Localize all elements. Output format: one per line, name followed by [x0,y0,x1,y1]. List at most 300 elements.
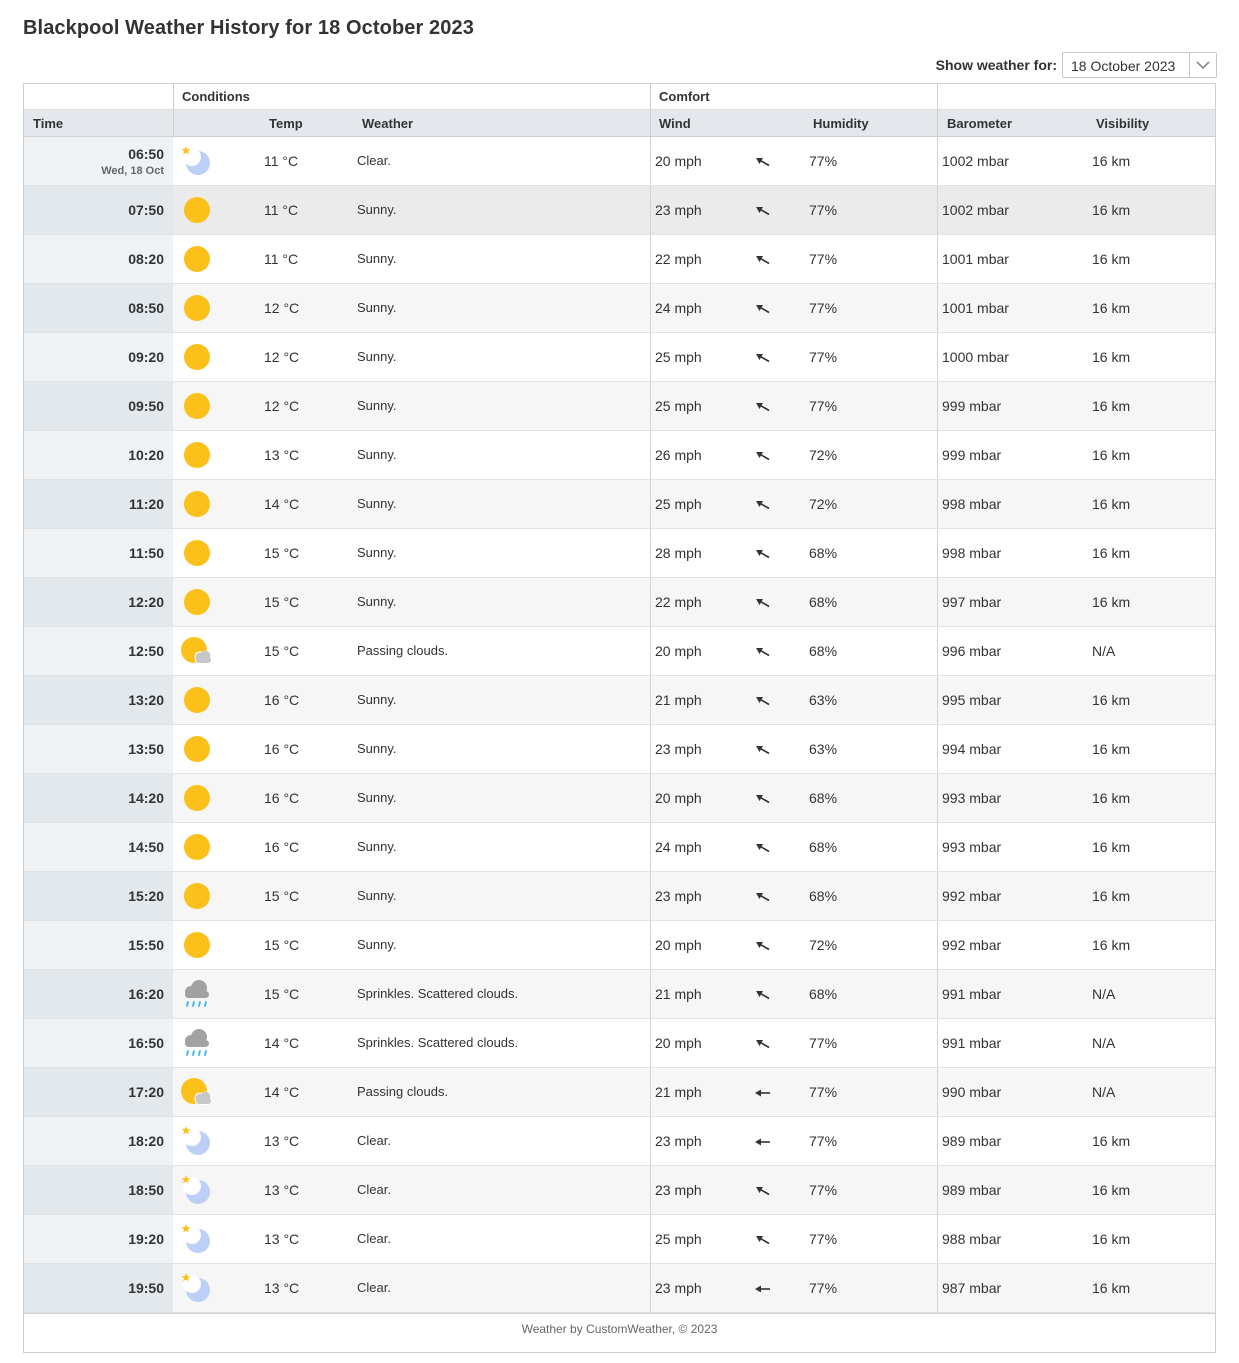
conditions-cell [173,774,650,822]
humidity-value: 77% [809,1280,838,1296]
group-header-empty-right [937,84,1215,109]
time-cell [24,284,173,332]
sunny-icon [180,734,212,764]
visibility-value: 16 km [1092,496,1131,512]
weather-value: Sunny. [357,398,397,413]
time-cell [24,1166,173,1214]
time-cell [24,480,173,528]
pressure-visibility-cell [937,284,1215,332]
group-header-conditions: Conditions [173,84,650,109]
time-cell [24,676,173,724]
table-row [24,970,1215,1019]
time-cell [24,872,173,920]
conditions-cell [173,1215,650,1263]
wind-direction-arrow-icon [755,596,771,608]
conditions-cell [173,333,650,381]
comfort-cell [650,1166,937,1214]
temp-value: 14 °C [264,1035,300,1051]
date-select-value: 18 October 2023 [1071,58,1176,74]
barometer-value: 1001 mbar [942,300,1009,316]
pressure-visibility-cell [937,1068,1215,1116]
column-header-comfort-cell [650,110,937,136]
conditions-cell [173,1117,650,1165]
table-row [24,1215,1215,1264]
humidity-value: 68% [809,790,838,806]
conditions-cell [173,578,650,626]
comfort-cell [650,186,937,234]
time-value: 08:50 [128,300,164,316]
humidity-value: 77% [809,1035,838,1051]
table-row [24,1166,1215,1215]
sunny-icon [180,881,212,911]
wind-direction-arrow-icon [755,351,771,363]
table-body [24,137,1215,1313]
weather-value: Sprinkles. Scattered clouds. [357,1035,519,1050]
pressure-visibility-cell [937,1019,1215,1067]
time-cell [24,1264,173,1312]
comfort-cell [650,529,937,577]
barometer-value: 1002 mbar [942,153,1009,169]
wind-direction-arrow-icon [755,1135,771,1147]
weather-value: Sunny. [357,888,397,903]
visibility-value: 16 km [1092,349,1131,365]
sunny-icon [180,685,212,715]
wind-direction-arrow-icon [755,1233,771,1245]
time-value: 11:20 [128,496,164,512]
barometer-value: 987 mbar [942,1280,1002,1296]
humidity-value: 77% [809,300,838,316]
conditions-cell [173,1019,650,1067]
pressure-visibility-cell [937,578,1215,626]
column-header-humidity: Humidity [813,116,869,131]
wind-value: 23 mph [655,888,702,904]
visibility-value: N/A [1092,986,1116,1002]
comfort-cell [650,480,937,528]
comfort-cell [650,431,937,479]
visibility-value: 16 km [1092,594,1131,610]
barometer-value: 996 mbar [942,643,1002,659]
comfort-cell [650,382,937,430]
humidity-value: 77% [809,1182,838,1198]
weather-value: Clear. [357,1231,391,1246]
weather-value: Sunny. [357,447,397,462]
pressure-visibility-cell [937,1117,1215,1165]
temp-value: 15 °C [264,643,300,659]
pressure-visibility-cell [937,970,1215,1018]
clear-night-icon [180,146,212,176]
comfort-cell [650,1264,937,1312]
time-value: 14:50 [128,839,164,855]
weather-value: Clear. [357,1133,391,1148]
barometer-value: 995 mbar [942,692,1002,708]
barometer-value: 990 mbar [942,1084,1002,1100]
temp-value: 12 °C [264,398,300,414]
table-row [24,333,1215,382]
barometer-value: 1000 mbar [942,349,1009,365]
comfort-cell [650,1019,937,1067]
table-row [24,137,1215,186]
time-cell [24,382,173,430]
sprinkles-icon [180,1028,212,1058]
time-cell [24,333,173,381]
humidity-value: 63% [809,741,838,757]
table-row [24,1019,1215,1068]
humidity-value: 77% [809,349,838,365]
wind-value: 24 mph [655,839,702,855]
clear-night-icon [180,1224,212,1254]
humidity-value: 72% [809,447,838,463]
visibility-value: 16 km [1092,153,1131,169]
conditions-cell [173,823,650,871]
conditions-cell [173,480,650,528]
barometer-value: 991 mbar [942,1035,1002,1051]
conditions-cell [173,235,650,283]
temp-value: 11 °C [264,251,299,267]
weather-value: Clear. [357,153,391,168]
wind-direction-arrow-icon [755,939,771,951]
temp-value: 16 °C [264,790,300,806]
visibility-value: 16 km [1092,447,1131,463]
pressure-visibility-cell [937,480,1215,528]
comfort-cell [650,137,937,185]
pressure-visibility-cell [937,725,1215,773]
table-row [24,284,1215,333]
wind-value: 20 mph [655,643,702,659]
conditions-cell [173,921,650,969]
humidity-value: 72% [809,496,838,512]
temp-value: 14 °C [264,1084,300,1100]
wind-direction-arrow-icon [755,645,771,657]
wind-value: 24 mph [655,300,702,316]
sunny-icon [180,293,212,323]
sunny-icon [180,195,212,225]
sprinkles-icon [180,979,212,1009]
wind-direction-arrow-icon [755,449,771,461]
conditions-cell [173,725,650,773]
time-value: 19:20 [128,1231,164,1247]
comfort-cell [650,921,937,969]
barometer-value: 998 mbar [942,496,1002,512]
wind-direction-arrow-icon [755,694,771,706]
wind-value: 25 mph [655,398,702,414]
weather-value: Sunny. [357,594,397,609]
time-value: 17:20 [128,1084,164,1100]
visibility-value: 16 km [1092,1133,1131,1149]
visibility-value: 16 km [1092,1280,1131,1296]
time-cell [24,774,173,822]
conditions-cell [173,970,650,1018]
time-cell [24,431,173,479]
time-cell [24,921,173,969]
temp-value: 13 °C [264,1280,300,1296]
conditions-cell [173,872,650,920]
temp-value: 13 °C [264,1182,300,1198]
wind-direction-arrow-icon [755,792,771,804]
time-value: 19:50 [128,1280,164,1296]
weather-value: Sunny. [357,741,397,756]
temp-value: 15 °C [264,937,300,953]
table-footer: Weather by CustomWeather, © 2023 [24,1313,1215,1352]
clear-night-icon [180,1273,212,1303]
time-value: 10:20 [128,447,164,463]
barometer-value: 993 mbar [942,839,1002,855]
temp-value: 11 °C [264,202,299,218]
pressure-visibility-cell [937,235,1215,283]
humidity-value: 68% [809,545,838,561]
column-header-barometer: Barometer [947,116,1013,131]
barometer-value: 992 mbar [942,937,1002,953]
table-row [24,186,1215,235]
column-header-row [24,110,1215,137]
table-row [24,382,1215,431]
time-cell [24,1019,173,1067]
wind-value: 20 mph [655,1035,702,1051]
weather-value: Clear. [357,1182,391,1197]
humidity-value: 77% [809,1231,838,1247]
wind-value: 23 mph [655,741,702,757]
humidity-value: 68% [809,643,838,659]
table-row [24,774,1215,823]
barometer-value: 988 mbar [942,1231,1002,1247]
temp-value: 13 °C [264,447,300,463]
table-row [24,676,1215,725]
pressure-visibility-cell [937,431,1215,479]
time-cell [24,529,173,577]
time-cell [24,186,173,234]
conditions-cell [173,1264,650,1312]
temp-value: 13 °C [264,1231,300,1247]
visibility-value: N/A [1092,643,1116,659]
wind-direction-arrow-icon [755,547,771,559]
wind-direction-arrow-icon [755,253,771,265]
barometer-value: 999 mbar [942,447,1002,463]
wind-direction-arrow-icon [755,1037,771,1049]
time-cell [24,1215,173,1263]
pressure-visibility-cell [937,921,1215,969]
wind-value: 21 mph [655,692,702,708]
page-title: Blackpool Weather History for 18 October 2023 [23,17,474,39]
table-row [24,529,1215,578]
time-value: 07:50 [128,202,164,218]
comfort-cell [650,284,937,332]
barometer-value: 991 mbar [942,986,1002,1002]
wind-value: 25 mph [655,349,702,365]
humidity-value: 77% [809,202,838,218]
table-row [24,1117,1215,1166]
pressure-visibility-cell [937,1215,1215,1263]
column-header-weather: Weather [362,116,414,131]
date-select[interactable] [1062,52,1217,78]
wind-direction-arrow-icon [755,890,771,902]
conditions-cell [173,137,650,185]
pressure-visibility-cell [937,1264,1215,1312]
time-value: 08:20 [128,251,164,267]
wind-direction-arrow-icon [755,302,771,314]
column-header-visibility: Visibility [1096,116,1150,131]
wind-direction-arrow-icon [755,1184,771,1196]
weather-history-table [23,83,1216,1353]
table-row [24,431,1215,480]
pressure-visibility-cell [937,529,1215,577]
time-value: 16:20 [128,986,164,1002]
comfort-cell [650,774,937,822]
weather-value: Sprinkles. Scattered clouds. [357,986,519,1001]
visibility-value: 16 km [1092,300,1131,316]
comfort-cell [650,970,937,1018]
time-cell [24,578,173,626]
sunny-icon [180,538,212,568]
passing-clouds-icon [180,636,212,666]
visibility-value: 16 km [1092,888,1131,904]
time-value: 18:20 [128,1133,164,1149]
wind-value: 23 mph [655,1182,702,1198]
wind-value: 23 mph [655,1133,702,1149]
table-row [24,872,1215,921]
conditions-cell [173,431,650,479]
wind-value: 20 mph [655,790,702,806]
column-header-conditions-cell [173,110,650,136]
visibility-value: 16 km [1092,839,1131,855]
group-header-empty [24,84,173,109]
conditions-cell [173,529,650,577]
sunny-icon [180,391,212,421]
time-value: 13:50 [128,741,164,757]
visibility-value: 16 km [1092,1231,1131,1247]
wind-direction-arrow-icon [755,155,771,167]
time-cell [24,725,173,773]
weather-value: Sunny. [357,202,397,217]
conditions-cell [173,382,650,430]
weather-value: Sunny. [357,545,397,560]
comfort-cell [650,1068,937,1116]
wind-value: 23 mph [655,1280,702,1296]
temp-value: 16 °C [264,741,300,757]
comfort-cell [650,578,937,626]
barometer-value: 1002 mbar [942,202,1009,218]
conditions-cell [173,676,650,724]
table-row [24,823,1215,872]
wind-value: 25 mph [655,496,702,512]
time-value: 16:50 [128,1035,164,1051]
conditions-cell [173,627,650,675]
visibility-value: N/A [1092,1084,1116,1100]
barometer-value: 989 mbar [942,1182,1002,1198]
comfort-cell [650,1117,937,1165]
comfort-cell [650,676,937,724]
wind-value: 21 mph [655,986,702,1002]
conditions-cell [173,284,650,332]
pressure-visibility-cell [937,333,1215,381]
barometer-value: 993 mbar [942,790,1002,806]
barometer-value: 989 mbar [942,1133,1002,1149]
weather-value: Clear. [357,1280,391,1295]
visibility-value: 16 km [1092,937,1131,953]
column-header-wind: Wind [659,116,691,131]
pressure-visibility-cell [937,774,1215,822]
chevron-down-icon[interactable] [1189,53,1216,77]
humidity-value: 77% [809,1084,838,1100]
comfort-cell [650,333,937,381]
barometer-value: 997 mbar [942,594,1002,610]
wind-direction-arrow-icon [755,988,771,1000]
visibility-value: 16 km [1092,692,1131,708]
pressure-visibility-cell [937,186,1215,234]
group-header-row [24,84,1215,110]
humidity-value: 68% [809,888,838,904]
visibility-value: 16 km [1092,790,1131,806]
visibility-value: 16 km [1092,251,1131,267]
wind-direction-arrow-icon [755,204,771,216]
table-row [24,1068,1215,1117]
column-header-time-cell [24,110,173,136]
barometer-value: 994 mbar [942,741,1002,757]
wind-direction-arrow-icon [755,841,771,853]
comfort-cell [650,872,937,920]
pressure-visibility-cell [937,382,1215,430]
temp-value: 15 °C [264,545,300,561]
wind-value: 20 mph [655,153,702,169]
time-value: 15:50 [128,937,164,953]
temp-value: 15 °C [264,594,300,610]
passing-clouds-icon [180,1077,212,1107]
weather-value: Passing clouds. [357,1084,449,1099]
pressure-visibility-cell [937,872,1215,920]
date-value: Wed, 18 Oct [101,165,164,177]
weather-value: Sunny. [357,251,397,266]
sunny-icon [180,244,212,274]
time-value: 13:20 [128,692,164,708]
time-cell [24,1068,173,1116]
sunny-icon [180,783,212,813]
visibility-value: 16 km [1092,741,1131,757]
table-row [24,578,1215,627]
clear-night-icon [180,1175,212,1205]
wind-value: 21 mph [655,1084,702,1100]
weather-value: Sunny. [357,300,397,315]
sunny-icon [180,342,212,372]
temp-value: 16 °C [264,692,300,708]
table-row [24,480,1215,529]
pressure-visibility-cell [937,627,1215,675]
table-row [24,1264,1215,1313]
wind-direction-arrow-icon [755,400,771,412]
wind-value: 25 mph [655,1231,702,1247]
comfort-cell [650,725,937,773]
wind-value: 22 mph [655,594,702,610]
time-cell [24,137,173,185]
conditions-cell [173,1166,650,1214]
visibility-value: 16 km [1092,202,1131,218]
time-value: 12:20 [128,594,164,610]
humidity-value: 77% [809,153,838,169]
time-cell [24,627,173,675]
visibility-value: 16 km [1092,398,1131,414]
time-value: 09:50 [128,398,164,414]
barometer-value: 1001 mbar [942,251,1009,267]
visibility-value: 16 km [1092,545,1131,561]
conditions-cell [173,1068,650,1116]
weather-value: Sunny. [357,937,397,952]
humidity-value: 68% [809,986,838,1002]
clear-night-icon [180,1126,212,1156]
time-cell [24,970,173,1018]
time-value: 09:20 [128,349,164,365]
time-value: 12:50 [128,643,164,659]
weather-value: Sunny. [357,496,397,511]
time-value: 11:50 [128,545,164,561]
humidity-value: 72% [809,937,838,953]
humidity-value: 63% [809,692,838,708]
